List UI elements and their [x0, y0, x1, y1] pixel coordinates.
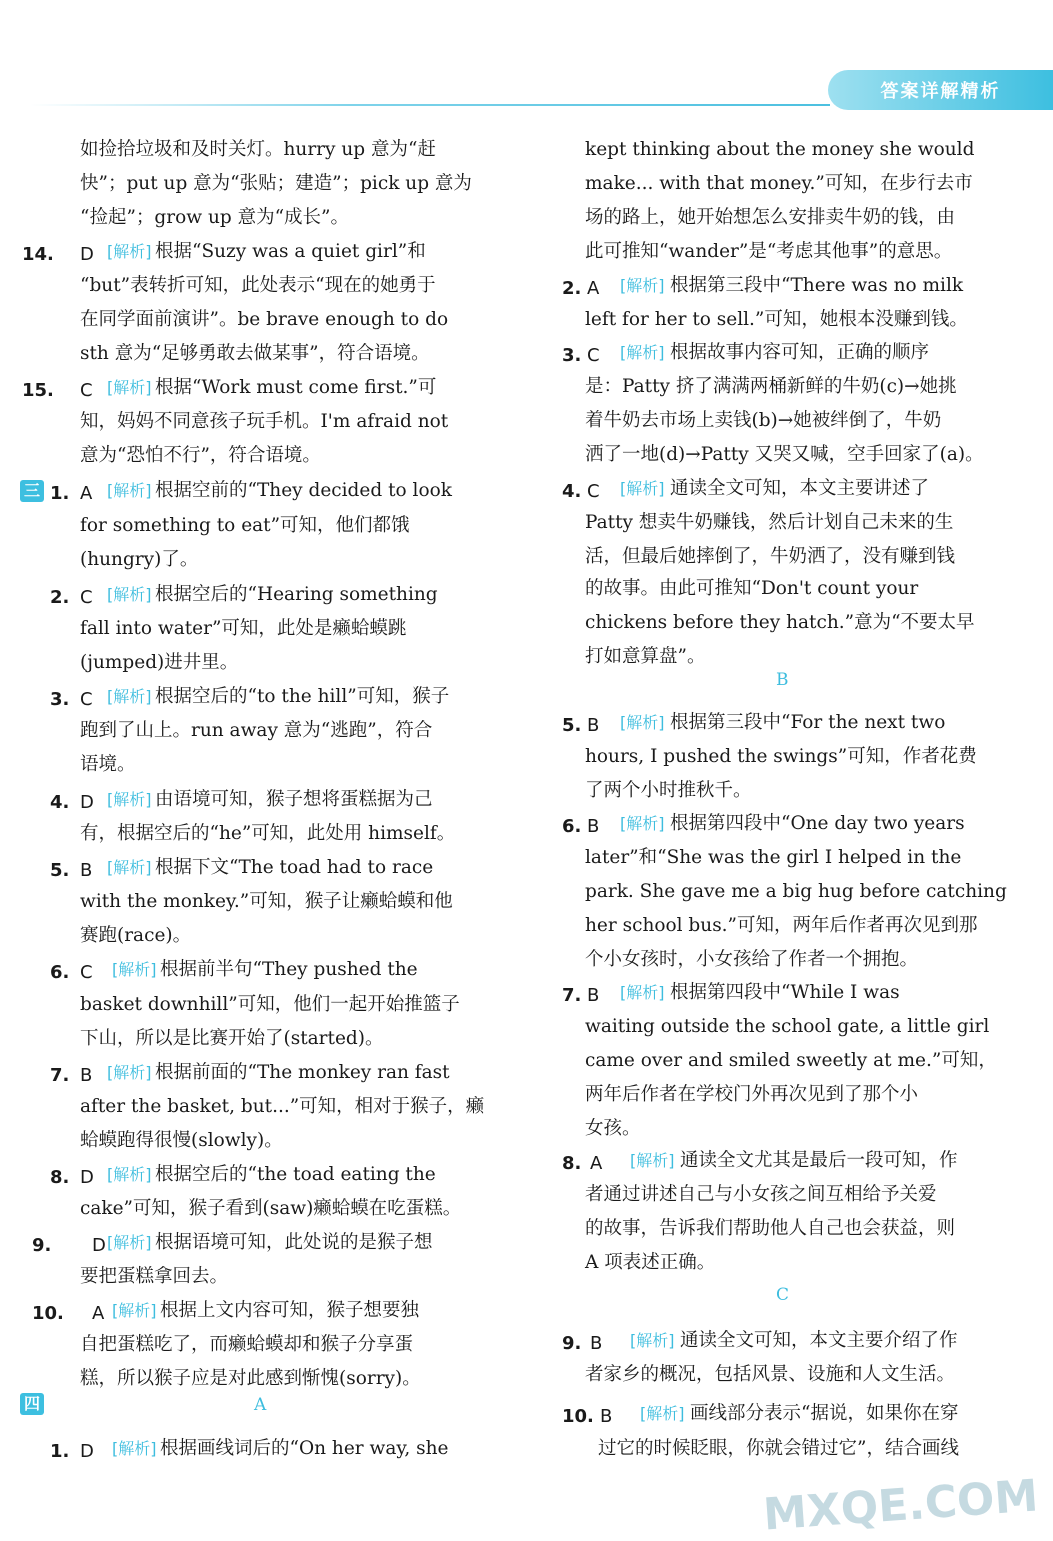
answer-letter: D: [80, 1441, 94, 1462]
answer-letter: B: [587, 985, 600, 1006]
text-line: 是：Patty 挤了满满两桶新鲜的牛奶(c)→她挑: [585, 376, 957, 397]
text-line: (jumped)进井里。: [80, 652, 239, 673]
text-line: 根据语境可知，此处说的是猴子想: [155, 1232, 433, 1253]
text-line: waiting outside the school gate, a little girl: [585, 1016, 990, 1037]
question-number: 6.: [562, 816, 582, 837]
analysis-tag: [解析]: [630, 1151, 675, 1170]
text-line: 如捡拾垃圾和及时关灯。hurry up 意为“赶: [80, 139, 436, 160]
text-line: 画线部分表示“据说，如果你在穿: [690, 1403, 959, 1424]
text-line: 跑到了山上。run away 意为“逃跑”，符合: [80, 720, 433, 741]
answer-letter: B: [80, 860, 93, 881]
answer-letter: C: [80, 587, 93, 608]
answer-letter: B: [80, 1065, 93, 1086]
text-line: 根据前半句“They pushed the: [160, 959, 418, 980]
text-line: 个小女孩时，小女孩给了作者一个拥抱。: [585, 949, 919, 970]
question-number: 4.: [50, 792, 70, 813]
text-line: make... with that money.”可知，在步行去市: [585, 173, 973, 194]
text-line: 根据空前的“They decided to look: [155, 480, 452, 501]
analysis-tag: [解析]: [107, 481, 152, 500]
text-line: after the basket, but...”可知，相对于猴子，癞: [80, 1096, 485, 1117]
analysis-tag: [解析]: [112, 1439, 157, 1458]
watermark-logo: MXQE.COM: [761, 1470, 1040, 1541]
text-line: 蛤蟆跑得很慢(slowly)。: [80, 1130, 283, 1151]
text-line: 者家乡的概况，包括风景、设施和人文生活。: [585, 1364, 956, 1385]
header-tab-label: 答案详解精析: [880, 81, 1001, 102]
answer-letter: B: [590, 1333, 603, 1354]
header-tab: [828, 70, 1053, 110]
answer-letter: D: [80, 244, 94, 265]
text-line: 的故事，告诉我们帮助他人自己也会获益，则: [585, 1218, 956, 1239]
text-line: 通读全文可知，本文主要介绍了作: [680, 1330, 958, 1351]
subsection-a-label: A: [254, 1395, 267, 1415]
text-line: 语境。: [80, 754, 136, 775]
text-line: 根据空后的“to the hill”可知，猴子: [155, 686, 450, 707]
text-line: 在同学面前演讲”。be brave enough to do: [80, 309, 449, 330]
analysis-tag: [解析]: [112, 1301, 157, 1320]
answer-letter: A: [587, 278, 600, 299]
text-line: 过它的时候眨眼，你就会错过它”，结合画线: [598, 1438, 959, 1459]
answer-letter: A: [590, 1153, 603, 1174]
text-line: 根据空后的“Hearing something: [155, 584, 438, 605]
question-number: 8.: [50, 1167, 70, 1188]
text-line: kept thinking about the money she would: [585, 139, 975, 160]
analysis-tag: [解析]: [630, 1331, 675, 1350]
answer-letter: B: [600, 1406, 613, 1427]
text-line: park. She gave me a big hug before catching: [585, 881, 1007, 902]
text-line: her school bus.”可知，两年后作者再次见到那: [585, 915, 978, 936]
answer-letter: C: [587, 481, 600, 502]
text-line: 根据故事内容可知，正确的顺序: [670, 342, 930, 363]
question-number: 15.: [22, 380, 54, 401]
text-line: 根据“Work must come first.”可: [155, 377, 437, 398]
analysis-tag: [解析]: [107, 858, 152, 877]
question-number: 2.: [562, 278, 582, 299]
text-line: sth 意为“足够勇敢去做某事”，符合语境。: [80, 343, 430, 364]
text-line: later”和“She was the girl I helped in the: [585, 847, 962, 868]
header-rule: [30, 104, 830, 106]
answer-letter: B: [587, 816, 600, 837]
text-line: 快”；put up 意为“张贴；建造”；pick up 意为: [80, 173, 472, 194]
analysis-tag: [解析]: [107, 687, 152, 706]
text-line: (hungry)了。: [80, 549, 199, 570]
question-number: 3.: [562, 345, 582, 366]
text-line: 根据下文“The toad had to race: [155, 857, 434, 878]
subsection-b-label: B: [776, 670, 789, 690]
question-number: 5.: [50, 860, 70, 881]
text-line: 赛跑(race)。: [80, 925, 192, 946]
analysis-tag: [解析]: [107, 1233, 152, 1252]
answer-letter: C: [80, 962, 93, 983]
analysis-tag: [解析]: [620, 276, 665, 295]
analysis-tag: [解析]: [620, 343, 665, 362]
text-line: with the monkey.”可知，猴子让癞蛤蟆和他: [80, 891, 453, 912]
text-line: 有，根据空后的“he”可知，此处用 himself。: [80, 823, 456, 844]
text-line: 由语境可知，猴子想将蛋糕据为己: [155, 789, 433, 810]
text-line: 根据第四段中“While I was: [670, 982, 900, 1003]
text-line: 知，妈妈不同意孩子玩手机。I'm afraid not: [80, 411, 449, 432]
analysis-tag: [解析]: [107, 378, 152, 397]
text-line: 根据第三段中“There was no milk: [670, 275, 964, 296]
text-line: 根据画线词后的“On her way, she: [160, 1438, 449, 1459]
text-line: 根据第四段中“One day two years: [670, 813, 965, 834]
text-line: 通读全文尤其是最后一段可知，作: [680, 1150, 958, 1171]
question-number: 8.: [562, 1153, 582, 1174]
answer-letter: B: [587, 715, 600, 736]
answer-letter: D: [92, 1235, 106, 1256]
text-line: 两年后作者在学校门外再次见到了那个小: [585, 1084, 919, 1105]
analysis-tag: [解析]: [107, 242, 152, 261]
question-number: 6.: [50, 962, 70, 983]
text-line: 根据“Suzy was a quiet girl”和: [155, 241, 426, 262]
text-line: for something to eat”可知，他们都饿: [80, 515, 410, 536]
question-number: 1.: [50, 1441, 70, 1462]
text-line: 根据第三段中“For the next two: [670, 712, 946, 733]
answer-letter: A: [92, 1303, 105, 1324]
section-three-badge: 三: [20, 480, 44, 502]
text-line: 此可推知“wander”是“考虑其他事”的意思。: [585, 241, 953, 262]
text-line: 活，但最后她摔倒了，牛奶洒了，没有赚到钱: [585, 546, 956, 567]
question-number: 3.: [50, 689, 70, 710]
text-line: cake”可知，猴子看到(saw)癞蛤蟆在吃蛋糕。: [80, 1198, 462, 1219]
question-number: 2.: [50, 587, 70, 608]
text-line: basket downhill”可知，他们一起开始推篮子: [80, 994, 460, 1015]
analysis-tag: [解析]: [107, 1063, 152, 1082]
text-line: 根据前面的“The monkey ran fast: [155, 1062, 450, 1083]
text-line: 意为“恐怕不行”，符合语境。: [80, 445, 321, 466]
question-number: 5.: [562, 715, 582, 736]
analysis-tag: [解析]: [107, 790, 152, 809]
text-line: 糕，所以猴子应是对此感到惭愧(sorry)。: [80, 1368, 421, 1389]
analysis-tag: [解析]: [112, 960, 157, 979]
text-line: left for her to sell.”可知，她根本没赚到钱。: [585, 309, 968, 330]
question-number: 14.: [22, 244, 54, 265]
text-line: Patty 想卖牛奶赚钱，然后计划自己未来的生: [585, 512, 954, 533]
answer-letter: D: [80, 792, 94, 813]
text-line: “捡起”；grow up 意为“成长”。: [80, 207, 350, 228]
answer-letter: C: [80, 380, 93, 401]
text-line: 了两个小时推秋千。: [585, 780, 752, 801]
answer-letter: A: [80, 483, 93, 504]
text-line: 通读全文可知，本文主要讲述了: [670, 478, 930, 499]
answer-letter: C: [587, 345, 600, 366]
question-number: 4.: [562, 481, 582, 502]
text-line: came over and smiled sweetly at me.”可知，: [585, 1050, 997, 1071]
text-line: 着牛奶去市场上卖钱(b)→她被绊倒了，牛奶: [585, 410, 942, 431]
text-line: 自把蛋糕吃了，而癞蛤蟆却和猴子分享蛋: [80, 1334, 414, 1355]
text-line: chickens before they hatch.”意为“不要太早: [585, 612, 975, 633]
analysis-tag: [解析]: [620, 814, 665, 833]
text-line: hours, I pushed the swings”可知，作者花费: [585, 746, 977, 767]
text-line: 女孩。: [585, 1118, 641, 1139]
question-number: 9.: [32, 1235, 52, 1256]
answer-letter: C: [80, 689, 93, 710]
section-four-badge: 四: [20, 1393, 44, 1415]
text-line: 者通过讲述自己与小女孩之间互相给予关爱: [585, 1184, 937, 1205]
subsection-c-label: C: [776, 1285, 790, 1305]
analysis-tag: [解析]: [620, 713, 665, 732]
question-number: 7.: [50, 1065, 70, 1086]
analysis-tag: [解析]: [620, 983, 665, 1002]
question-number: 10.: [32, 1303, 64, 1324]
text-line: 洒了一地(d)→Patty 又哭又喊，空手回家了(a)。: [585, 444, 984, 465]
text-line: 下山，所以是比赛开始了(started)。: [80, 1028, 384, 1049]
question-number: 10.: [562, 1406, 594, 1427]
analysis-tag: [解析]: [640, 1404, 685, 1423]
text-line: 要把蛋糕拿回去。: [80, 1266, 229, 1287]
question-number: 7.: [562, 985, 582, 1006]
text-line: 根据上文内容可知，猴子想要独: [160, 1300, 420, 1321]
text-line: A 项表述正确。: [585, 1252, 716, 1273]
analysis-tag: [解析]: [620, 479, 665, 498]
text-line: 的故事。由此可推知“Don't count your: [585, 578, 919, 599]
text-line: 打如意算盘”。: [585, 646, 706, 667]
text-line: 场的路上，她开始想怎么安排卖牛奶的钱，由: [585, 207, 956, 228]
analysis-tag: [解析]: [107, 1165, 152, 1184]
text-line: fall into water”可知，此处是癞蛤蟆跳: [80, 618, 407, 639]
question-number: 9.: [562, 1333, 582, 1354]
text-line: “but”表转折可知，此处表示“现在的她勇于: [80, 275, 436, 296]
answer-letter: D: [80, 1167, 94, 1188]
question-number: 1.: [50, 483, 70, 504]
text-line: 根据空后的“the toad eating the: [155, 1164, 436, 1185]
analysis-tag: [解析]: [107, 585, 152, 604]
